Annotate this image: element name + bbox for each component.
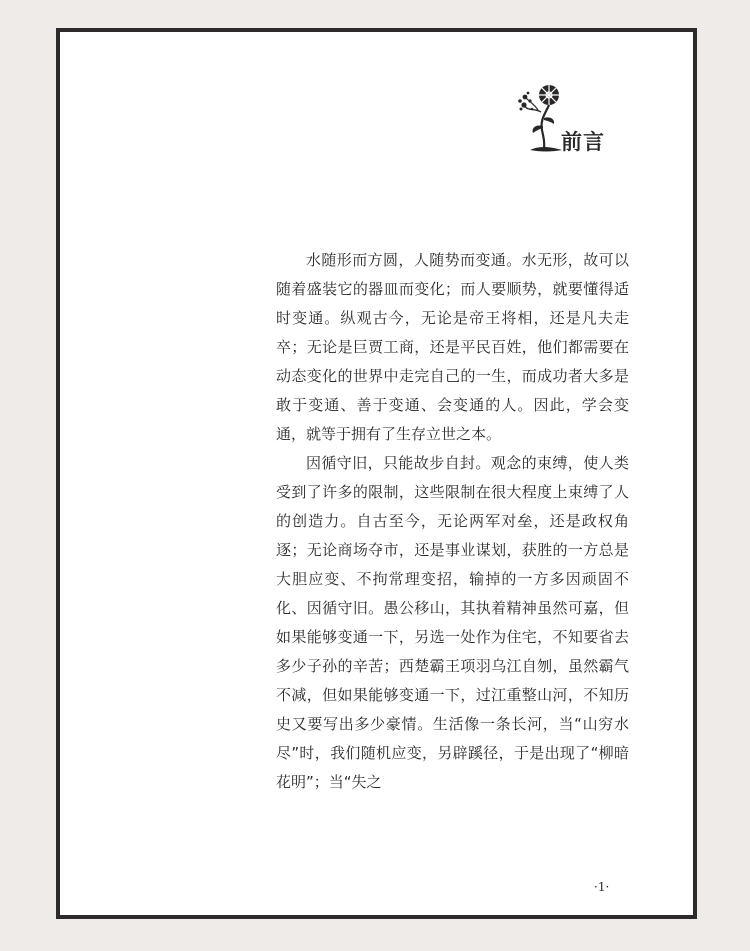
paragraph: 因循守旧，只能故步自封。观念的束缚，使人类受到了许多的限制，这些限制在很大程度上束缚了人的创造力。自古至今，无论两军对垒，还是政权角逐；无论商场夺市，还是事业谋划，获胜的一方总是大胆应变、不拘常理变招，输掉的一方多因顽固不化、因循守旧。愚公移山，其执着精神虽然可嘉，但如果能够变通一下，另选一处作为住宅，不知要省去多少子孙的辛苦；西楚霸王项羽乌江自刎，虽然霸气不减，但如果能够变通一下，过江重整山河，不知历史又要写出多少豪情。生活像一条长河，当“山穷水尽”时，我们随机应变，另辟蹊径，于是出现了“柳暗花明”；当“失之 <box>276 454 629 791</box>
page-number: ·1· <box>594 880 610 894</box>
preface-heading <box>514 82 624 162</box>
book-page <box>56 28 697 919</box>
paragraph: 水随形而方圆，人随势而变通。水无形，故可以随着盛装它的器皿而变化；而人要顺势，就要懂得适时变通。纵观古今，无论是帝王将相，还是凡夫走卒；无论是巨贾工商，还是平民百姓，他们都需要在动态变化的世界中走完自己的一生，而成功者大多是敢于变通、善于变通、会变通的人。因此，学会变通，就等于拥有了生存立世之本。 <box>276 251 629 443</box>
body-text <box>276 246 629 797</box>
page-title: 前言 <box>561 129 605 154</box>
